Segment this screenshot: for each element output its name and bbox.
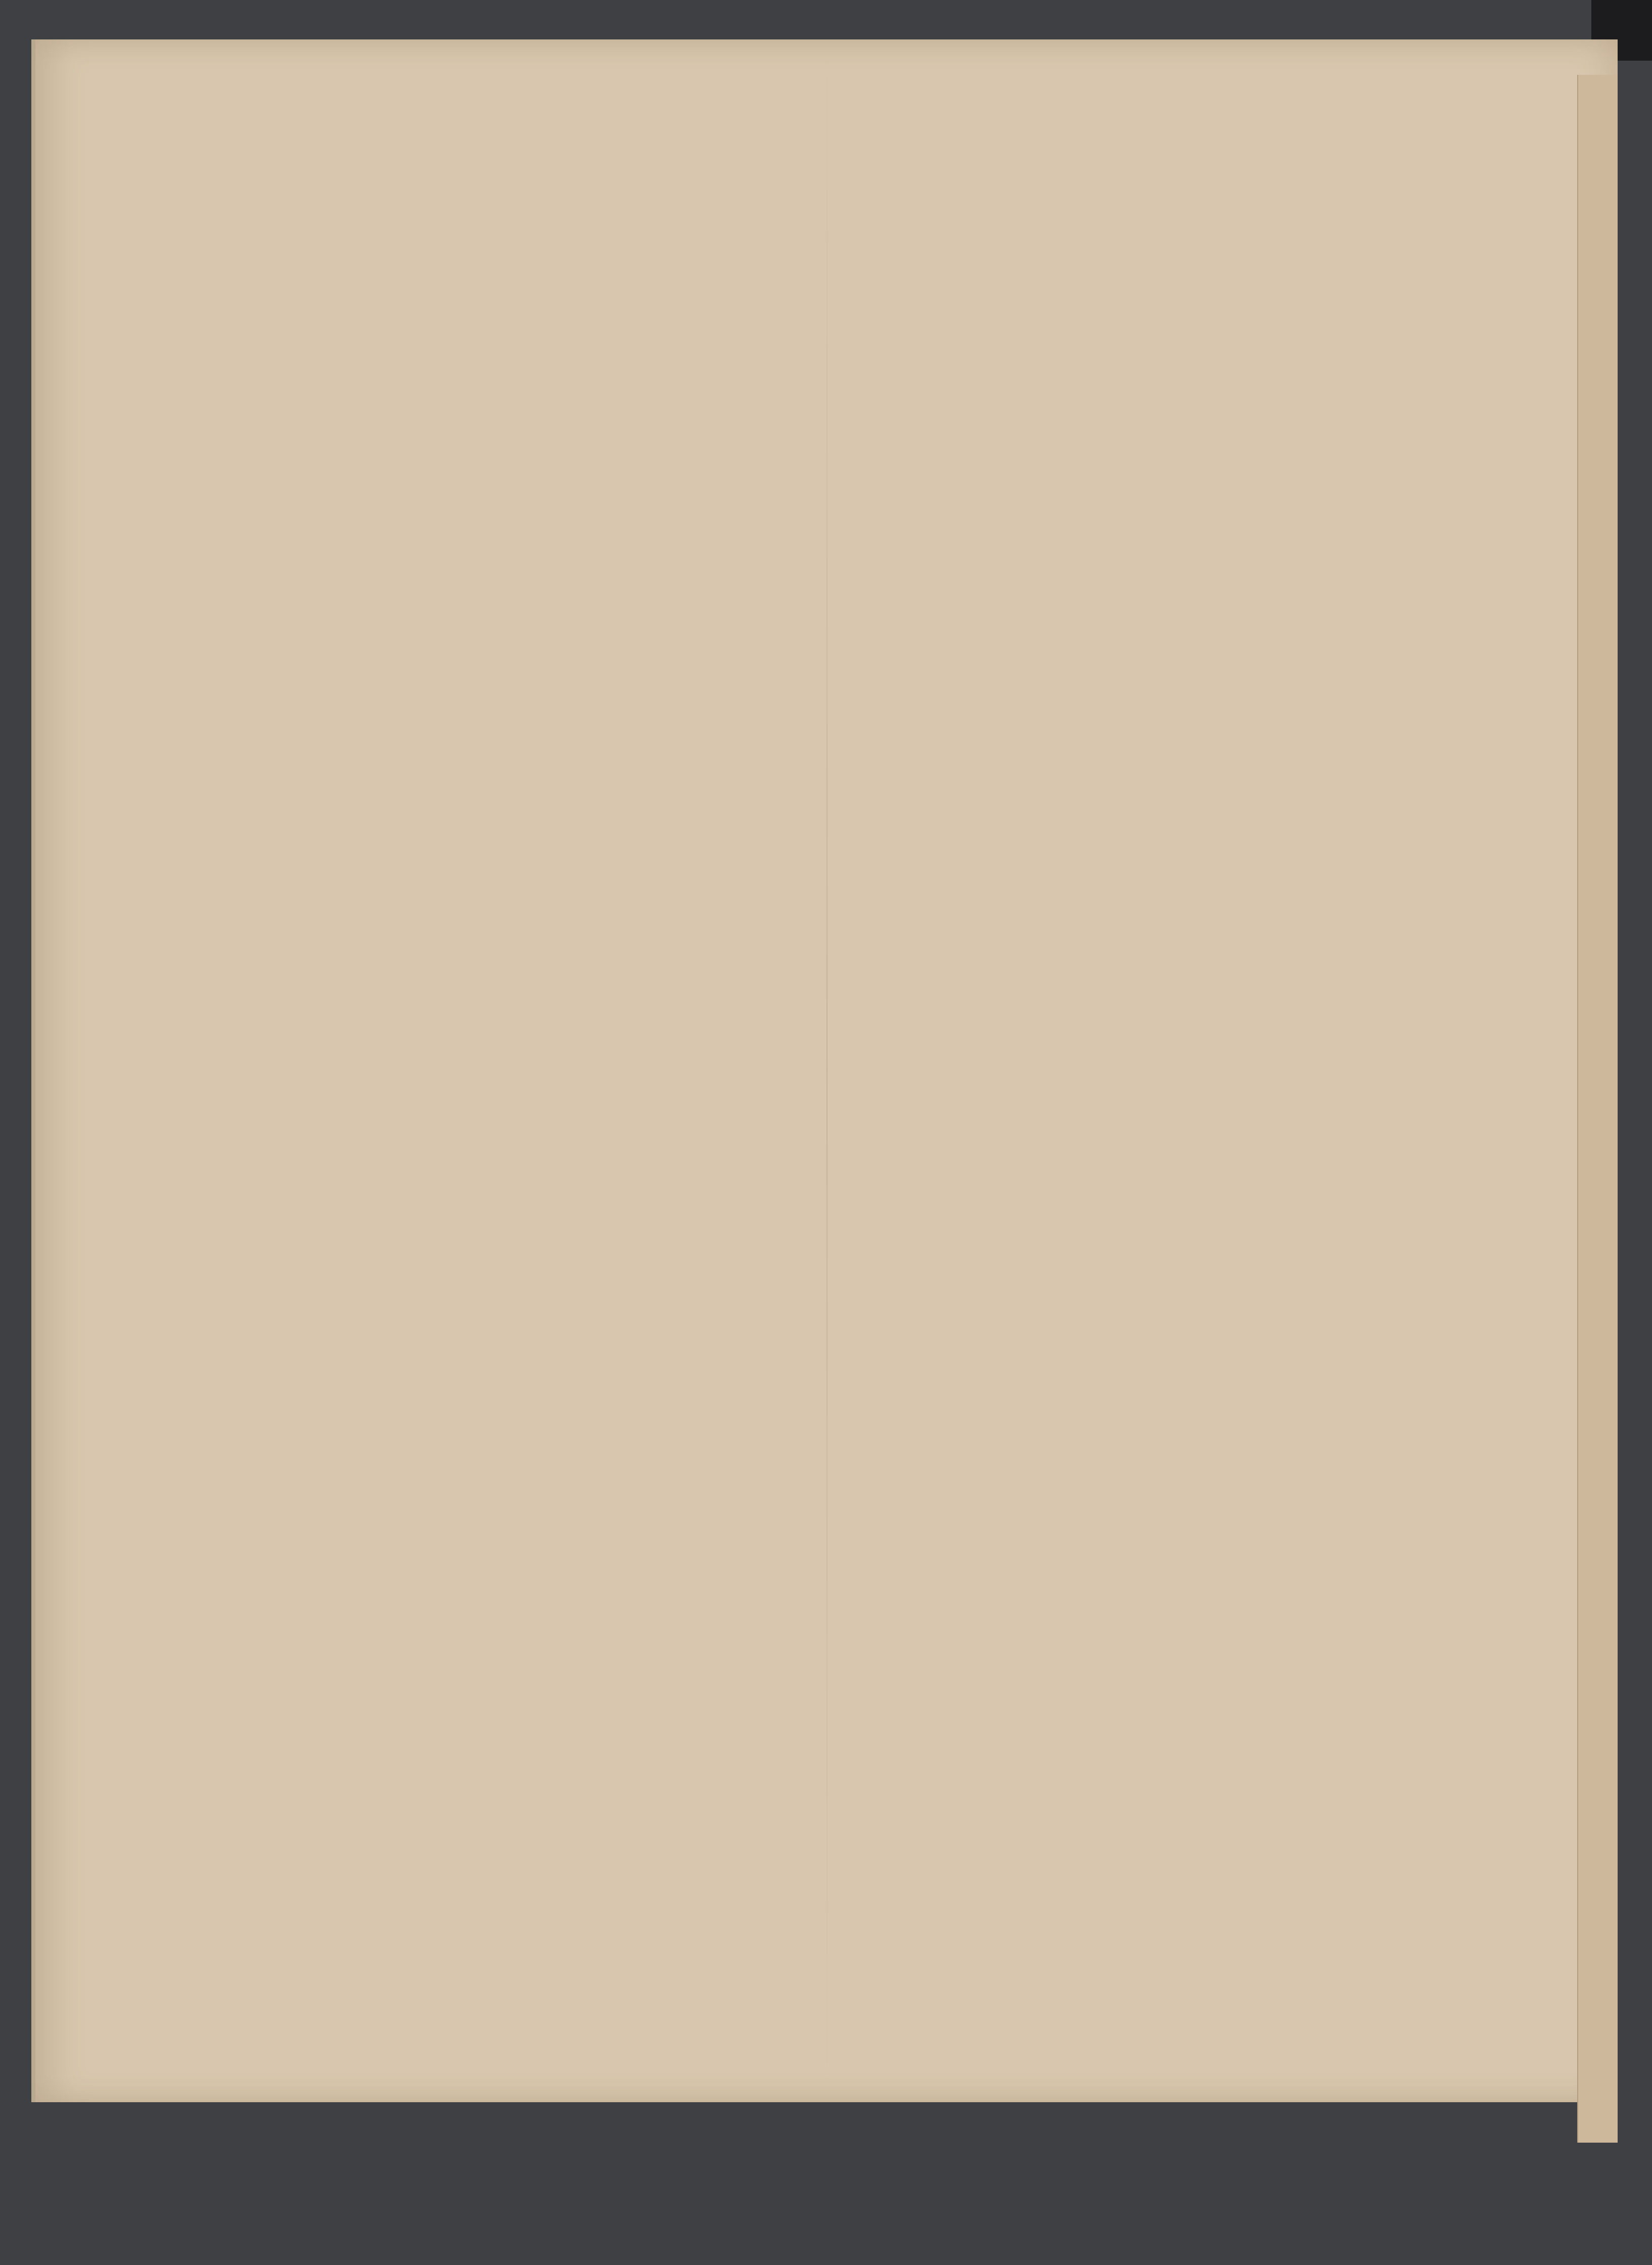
book-page [31, 39, 1618, 2102]
next-page-edge [1577, 75, 1618, 2143]
page-fold [827, 39, 828, 2102]
